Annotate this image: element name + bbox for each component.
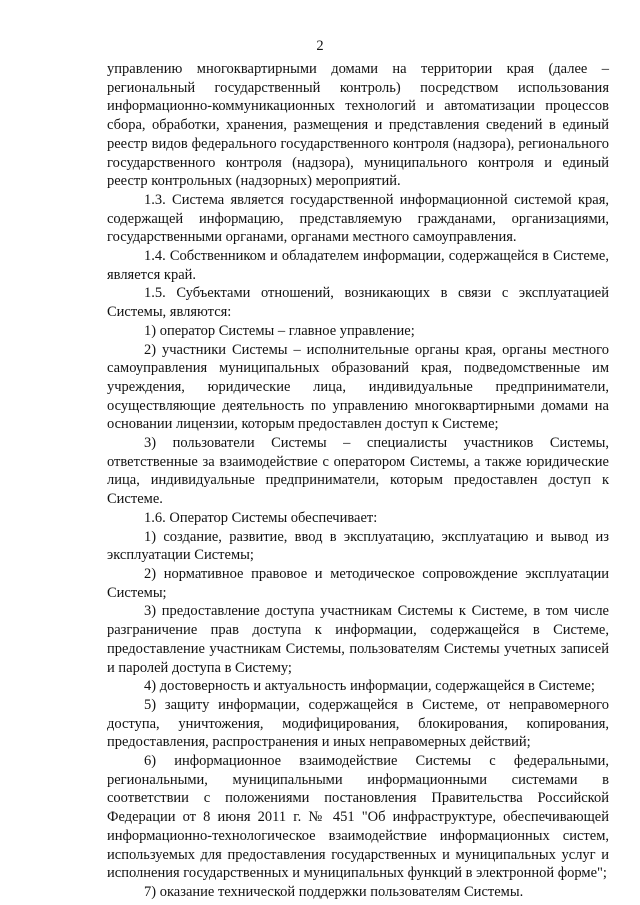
list-item-participants: 2) участники Системы – исполнительные органы края, органы местного самоуправления муниципальных образований края, подведомственные им учреждения, юридические лица, индивидуальные предприниматели, осуществляющие деятельность по управлению многоквартирными домами на основании лицензии, которым предоставлен доступ к Системе; [107,341,609,433]
paragraph-1-5-subjects: 1.5. Субъектами отношений, возникающих в связи с эксплуатацией Системы, являются: [107,285,609,321]
paragraph-1-4-owner: 1.4. Собственником и обладателем информации, содержащейся в Системе, является край. [107,248,609,283]
paragraph-1-3-system-status: 1.3. Система является государственной информационной системой края, содержащей информацию, представляемую гражданами, организациями, государственными органами, органами местного самоуправления. [107,191,609,246]
list-item-users: 3) пользователи Системы – специалисты участников Системы, ответственные за взаимодействие с оператором Системы, а также юридические лица, индивидуальные предприниматели, которым предоставлен доступ к Системе. [107,435,609,508]
list-item-reliability: 4) достоверность и актуальность информации, содержащейся в Системе; [144,678,595,695]
paragraph-1-6-operator-duties: 1.6. Оператор Системы обеспечивает: [144,509,378,526]
paragraph-continuation: управлению многоквартирными домами на территории края (далее – региональный государственный контроль) посредством использования информационно-коммуникационных технологий и автоматизации процессов сбора, обработки, хранения, размещения и представления сведений в единый реестр видов федерального государственного контроля (надзора), регионального государственного контроля (надзора), муниципального контроля и единый реестр контрольных (надзорных) мероприятий. [107,61,609,190]
list-item-interaction: 6) информационное взаимодействие Системы с федеральными, региональными, муниципальными информационными системами в соответствии с положениями постановления Правительства Российской Федерации от 8 июня 2011 г. № 451 "Об инфраструктуре, обеспечивающей информационно-технологическое взаимодействие информационных систем, используемых для предоставления государственных и муниципальных услуг и исполнения государственных и муниципальных функций в электронной форме"; [107,753,609,882]
list-item-protection: 5) защиту информации, содержащейся в Системе, от неправомерного доступа, уничтожения, модифицирования, блокирования, копирования, предоставления, распространения и иных неправомерных действий; [107,696,609,751]
document-body [107,60,609,902]
list-item-operator: 1) оператор Системы – главное управление; [144,322,415,339]
list-item-normative-support: 2) нормативное правовое и методическое сопровождение эксплуатации Системы; [107,565,609,601]
page-number: 2 [316,38,324,54]
list-item-creation: 1) создание, развитие, ввод в эксплуатацию, эксплуатацию и вывод из эксплуатации Системы; [107,528,609,564]
list-item-access: 3) предоставление доступа участникам Системы к Системе, в том числе разграничение прав доступа к информации, содержащейся в Системе, предоставление участникам Системы, пользователям Системы учетных записей и паролей доступа в Систему; [107,603,609,676]
list-item-tech-support: 7) оказание технической поддержки пользователям Системы. [144,883,524,900]
